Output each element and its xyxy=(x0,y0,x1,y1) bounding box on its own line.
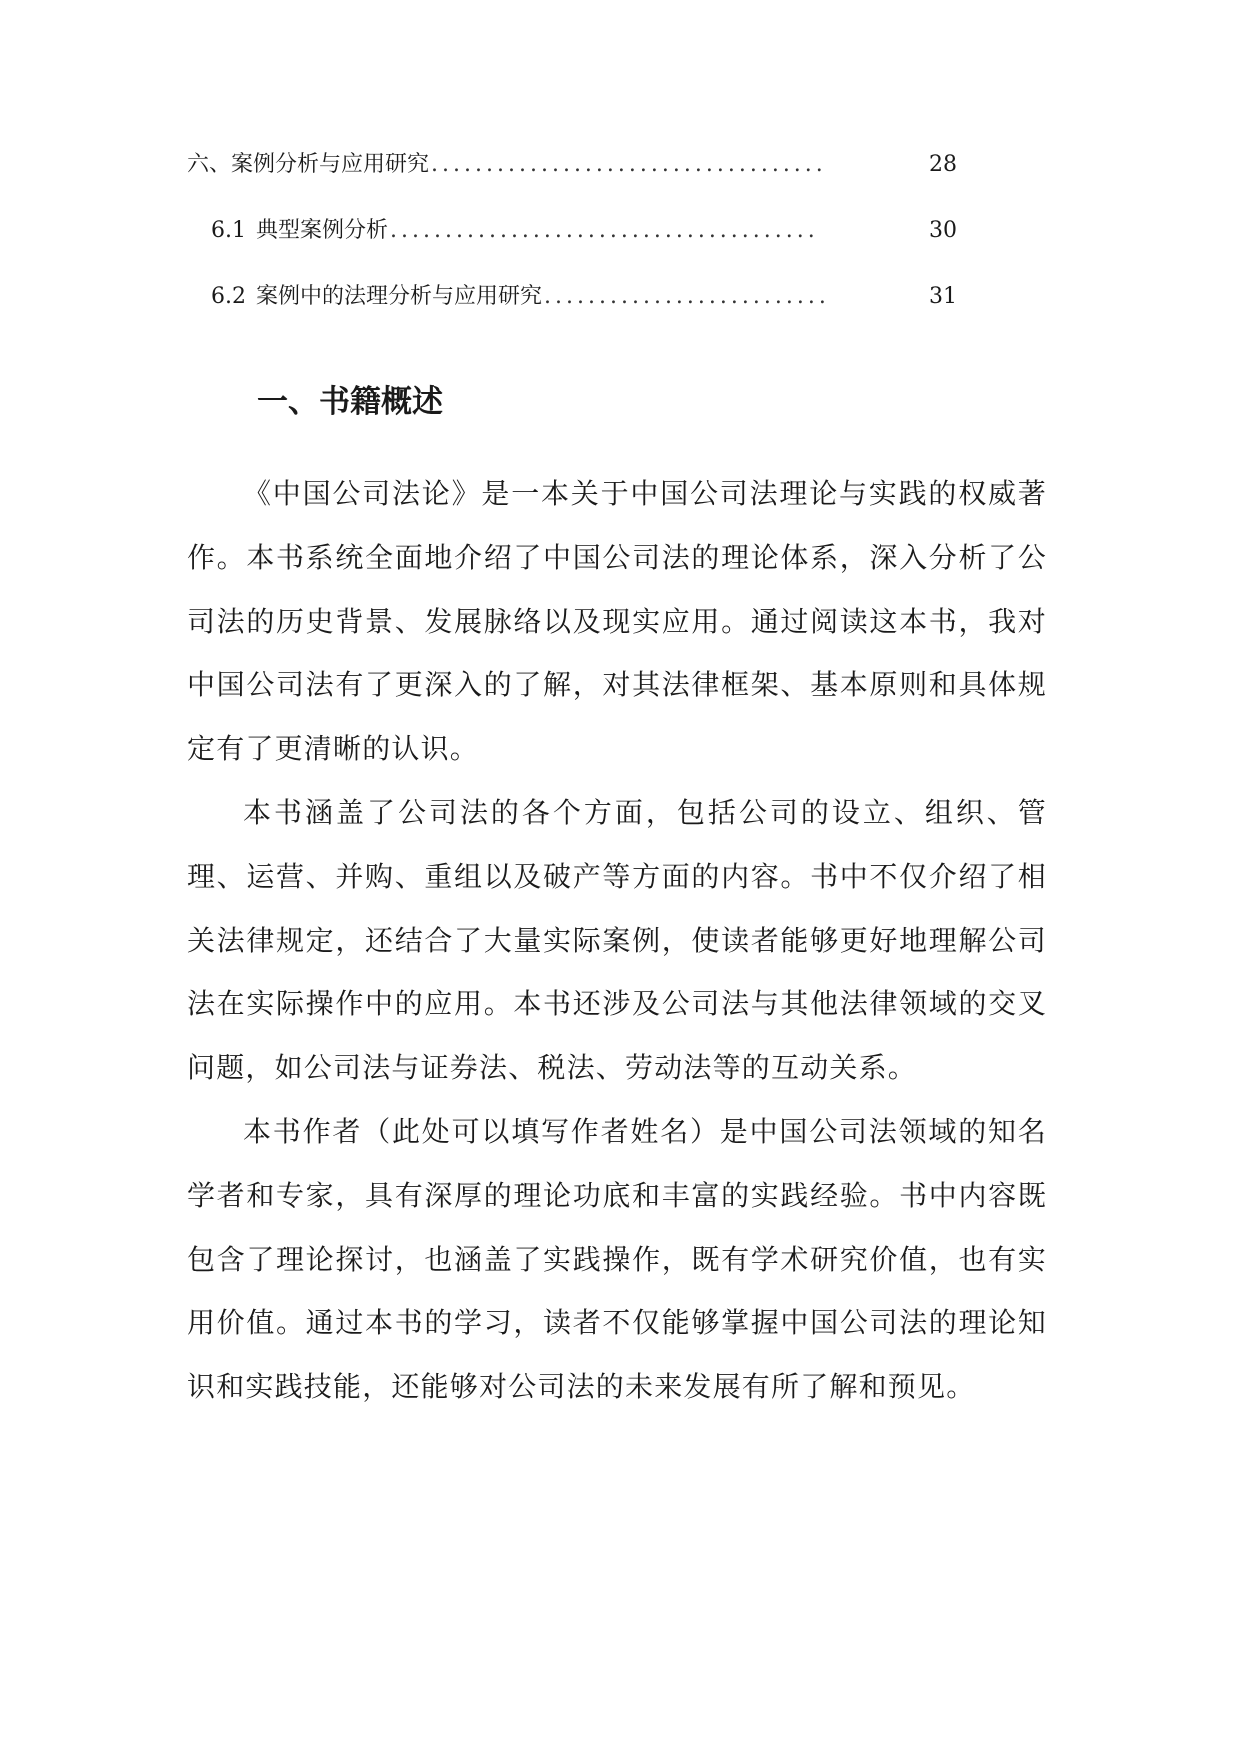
toc-page-number: 31 xyxy=(929,284,957,309)
toc-entry[interactable] xyxy=(187,150,957,216)
body-paragraph: 本书涵盖了公司法的各个方面，包括公司的设立、组织、管理、运营、并购、重组以及破产等方面的内容。书中不仅介绍了相关法律规定，还结合了大量实际案例，使读者能够更好地理解公司法在实际操作中的应用。本书还涉及公司法与其他法律领域的交叉问题，如公司法与证券法、税法、劳动法等的互动关系。 xyxy=(187,795,1047,1085)
toc-entry-number: 6.1 xyxy=(211,218,246,243)
toc-entry-title: 案例中的法理分析与应用研究 xyxy=(256,284,543,309)
toc-entry-number: 6.2 xyxy=(211,284,246,309)
toc-entry[interactable] xyxy=(187,216,957,282)
toc-entry-number: 六、 xyxy=(187,152,232,177)
toc-entry-title: 典型案例分析 xyxy=(256,218,389,243)
section-body xyxy=(187,462,1047,1419)
toc-leader-dots: .................................... xyxy=(431,152,827,177)
toc-page-number: 30 xyxy=(929,218,957,243)
body-paragraph: 本书作者（此处可以填写作者姓名）是中国公司法领域的知名学者和专家，具有深厚的理论功底和丰富的实践经验。书中内容既包含了理论探讨，也涵盖了实践操作，既有学术研究价值，也有实用价值。通过本书的学习，读者不仅能够掌握中国公司法的理论知识和实践技能，还能够对公司法的未来发展有所了解和预见。 xyxy=(187,1114,1047,1404)
toc-entry[interactable] xyxy=(187,282,957,348)
toc-page-number: 28 xyxy=(929,152,957,177)
body-paragraph: 《中国公司法论》是一本关于中国公司法理论与实践的权威著作。本书系统全面地介绍了中国公司法的理论体系，深入分析了公司法的历史背景、发展脉络以及现实应用。通过阅读这本书，我对中国公司法有了更深入的了解，对其法律框架、基本原则和具体规定有了更清晰的认识。 xyxy=(187,477,1047,766)
table-of-contents xyxy=(187,150,957,348)
toc-leader-dots: ....................................... xyxy=(390,218,819,243)
toc-leader-dots: .......................... xyxy=(544,284,830,309)
section-heading: 一、书籍概述 xyxy=(257,384,443,420)
toc-entry-title: 案例分析与应用研究 xyxy=(231,152,430,177)
